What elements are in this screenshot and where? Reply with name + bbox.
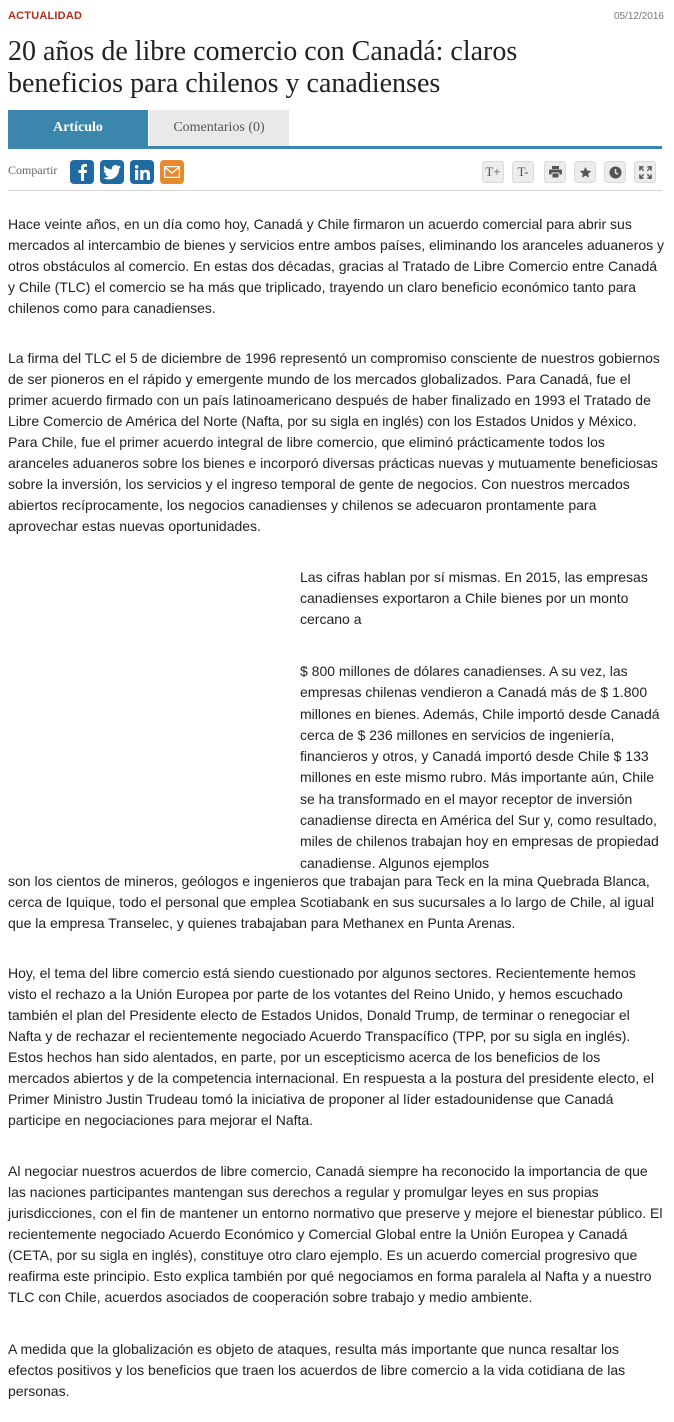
section-label[interactable]: ACTUALIDAD bbox=[8, 10, 83, 22]
font-decrease-label: T- bbox=[517, 164, 529, 179]
tab-comments[interactable]: Comentarios (0) bbox=[149, 110, 289, 146]
article-meta bbox=[8, 10, 664, 26]
linkedin-icon[interactable] bbox=[130, 160, 154, 184]
facebook-icon[interactable] bbox=[70, 160, 94, 184]
share-label: Compartir bbox=[8, 163, 58, 177]
paragraph-free-trade-questioned: Hoy, el tema del libre comercio está siendo cuestionado por algunos sectores. Recientemente hemos visto el rechazo a la Unión Europea por parte de los votantes del Reino Unido, y hemos escuchado también el plan del Presidente electo de Estados Unidos, Donald Trump, de terminar o renegociar el Nafta y de rechazar el recientemente negociado Acuerdo Transpacífico (TPP, por su sigla en inglés). Estos hechos han sido alentados, en parte, por un escepticismo acerca de los beneficios de los mercados abiertos y de la competencia internacional. En respuesta a la postura del presidente electo, el Primer Ministro Justin Trudeau tomó la iniciativa de proponer al líder estadounidense que Canadá participe en negociaciones para mejorar el Nafta. bbox=[8, 965, 654, 1128]
clock-icon[interactable] bbox=[604, 161, 626, 183]
page-title: 20 años de libre comercio con Canadá: claros beneficios para chilenos y canadienses bbox=[8, 36, 518, 99]
tab-article[interactable]: Artículo bbox=[8, 110, 148, 146]
paragraph-intro: Hace veinte años, en un día como hoy, Canadá y Chile firmaron un acuerdo comercial para abrir sus mercados al intercambio de bienes y servicios entre ambos países, eliminando los aranceles aduaneros y otros obstáculos al comercio. En estas dos décadas, gracias al Tratado de Libre Comercio entre Canadá y Chile (TLC) el comercio se ha más que triplicado, trayendo un claro beneficio económico tanto para chilenos como para canadienses. bbox=[8, 216, 665, 316]
paragraph-figures-continued: $ 800 millones de dólares canadienses. A su vez, las empresas chilenas vendieron a Canadá más de $ 1.800 millones en bienes. Además, Chile importó desde Canadá cerca de $ 236 millones en servicios de ingeniería, financieros y otros, y Canadá importó desde Chile $ 133 millones en este mismo rubro. Más importante aún, Chile se ha transformado en el mayor receptor de inversión canadiense directa en América del Sur y, como resultado, miles de chilenos trabajan hoy en empresas de propiedad canadiense. Algunos ejemplos bbox=[300, 663, 660, 871]
paragraph-figures-start: Las cifras hablan por sí mismas. En 2015, las empresas canadienses exportaron a Chile bienes por un monto cercano a bbox=[300, 569, 648, 627]
font-decrease-icon[interactable] bbox=[512, 161, 534, 183]
share-toolbar bbox=[8, 156, 662, 191]
star-icon[interactable] bbox=[574, 161, 596, 183]
article-tabs bbox=[8, 110, 662, 149]
font-increase-icon[interactable] bbox=[482, 161, 504, 183]
font-increase-label: T+ bbox=[485, 164, 501, 179]
paragraph-negotiation-principles: Al negociar nuestros acuerdos de libre comercio, Canadá siempre ha reconocido la importancia de que las naciones participantes mantengan sus derechos a regular y promulgar leyes en sus propias jurisdicciones, con el fin de mantener un entorno normativo que preserve y mejore el bienestar público. El recientemente negociado Acuerdo Económico y Comercial Global entre la Unión Europea y Canadá (CETA, por su sigla en inglés), constituye otro claro ejemplo. Es un acuerdo comercial progresivo que reafirma este principio. Esto explica también por qué negociamos en forma paralela al Nafta y a nuestro TLC con Chile, acuerdos asociados de cooperación sobre trabajo y medio ambiente. bbox=[8, 1163, 663, 1305]
fullscreen-icon[interactable] bbox=[634, 161, 656, 183]
publish-date: 05/12/2016 bbox=[613, 11, 664, 22]
paragraph-figures-end: son los cientos de mineros, geólogos e ingenieros que trabajan para Teck en la mina Quebrada Blanca, cerca de Iquique, todo el personal que emplea Scotiabank en sus sucursales a lo largo de Chile, al igual que la empresa Transelec, y quienes trabajaban para Methanex en Punta Arenas. bbox=[8, 873, 654, 931]
twitter-icon[interactable] bbox=[100, 160, 124, 184]
mail-icon[interactable] bbox=[160, 160, 184, 184]
paragraph-tlc-signing: La firma del TLC el 5 de diciembre de 1996 representó un compromiso consciente de nuestros gobiernos de ser pioneros en el rápido y emergente mundo de los mercados globalizados. Para Canadá, fue el primer acuerdo firmado con un país latinoamericano después de haber finalizado en 1993 el Tratado de Libre Comercio de América del Norte (Nafta, por su sigla en inglés) con los Estados Unidos y México. Para Chile, fue el primer acuerdo integral de libre comercio, que eliminó prácticamente todos los aranceles aduaneros sobre los bienes e incorporó diversas prácticas nuevas y mutuamente beneficiosas sobre la inversión, los servicios y el ingreso temporal de gente de negocios. Con nuestros mercados abiertos recíprocamente, los negocios canadienses y chilenos se adecuaron prontamente para aprovechar estas nuevas oportunidades. bbox=[8, 350, 660, 534]
paragraph-globalization: A medida que la globalización es objeto de ataques, resulta más importante que nunca resaltar los efectos positivos y los beneficios que traen los acuerdos de libre comercio a la vida cotidiana de las personas. bbox=[8, 1341, 626, 1399]
print-icon[interactable] bbox=[544, 161, 566, 183]
